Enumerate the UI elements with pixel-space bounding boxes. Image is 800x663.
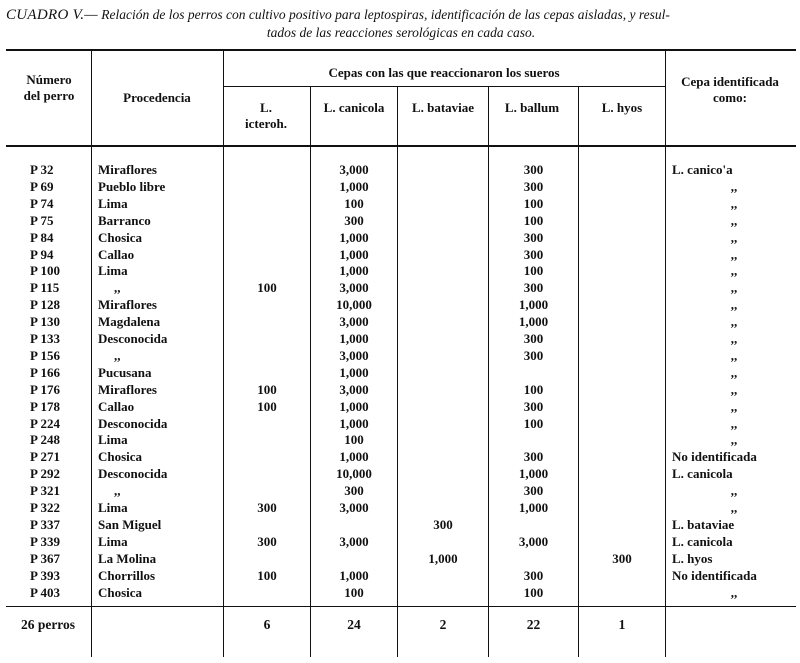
cell-perro: P 130	[30, 314, 60, 330]
cell-canicola: 300	[344, 212, 364, 228]
cell-ballum: 300	[523, 347, 544, 363]
cell-cepa: L. canicola	[672, 533, 733, 549]
cell-canicola: 3,000	[339, 280, 369, 296]
cell-perro: P 133	[30, 331, 60, 346]
cell-cepa: ,,	[730, 314, 738, 330]
cell-procedencia: Chorrillos	[98, 567, 156, 583]
cell-procedencia: Lima	[98, 263, 128, 279]
cell-cepa: ,,	[730, 500, 738, 515]
cell-cepa: ,,	[730, 246, 738, 262]
header-bottom-rule	[6, 145, 796, 147]
cell-ballum: 1,000	[518, 466, 549, 482]
cell-perro: P 115	[30, 280, 60, 296]
cell-cepa: ,,	[730, 483, 738, 499]
cell-ballum: 100	[523, 195, 544, 211]
cell-canicola: 10,000	[336, 466, 372, 482]
caption-line-2: tados de las reacciones serológicas en cada caso.	[266, 25, 536, 40]
cell-canicola: 3,000	[339, 381, 369, 397]
cell-canicola: 100	[344, 195, 364, 211]
cell-perro: P 156	[30, 347, 60, 363]
cell-cepa: No identificada	[672, 567, 757, 583]
cell-perro: P 224	[30, 415, 60, 431]
cell-cepa: L. canico'a	[672, 162, 733, 177]
cell-cepa: ,,	[730, 229, 738, 245]
cell-perro: P 403	[30, 584, 60, 600]
cell-procedencia: Callao	[98, 398, 135, 414]
cell-procedencia: ,,	[114, 347, 121, 363]
cell-ballum: 1,000	[518, 314, 549, 330]
cell-ballum: 300	[523, 280, 544, 296]
caption-lead: CUADRO V.—	[6, 7, 98, 23]
col-divider-1	[91, 51, 92, 657]
total-canicola: 24	[347, 617, 361, 632]
cell-procedencia: Callao	[98, 246, 135, 262]
cell-ballum: 3,000	[518, 533, 549, 549]
cell-canicola: 300	[344, 483, 364, 499]
cell-procedencia: Barranco	[98, 212, 151, 228]
table-caption	[6, 6, 796, 41]
cell-procedencia: Miraflores	[98, 162, 157, 177]
cell-perro: P 69	[30, 178, 54, 194]
cell-canicola: 3,000	[339, 500, 369, 515]
cell-cepa: ,,	[730, 364, 738, 380]
cell-perro: P 292	[30, 466, 60, 482]
cell-cepa: ,,	[730, 263, 738, 279]
cell-cepa: L. bataviae	[672, 516, 735, 532]
header-bataviae: L. bataviae	[411, 100, 475, 115]
cell-perro: P 322	[30, 500, 60, 515]
cell-ballum: 300	[523, 229, 544, 245]
cell-cepa: ,,	[730, 178, 738, 194]
col-divider-7	[665, 51, 666, 657]
cell-canicola: 1,000	[339, 246, 369, 262]
cell-canicola: 1,000	[339, 178, 369, 194]
cell-cepa: ,,	[730, 297, 738, 313]
total-ballum: 22	[526, 617, 541, 632]
total-hyos: 1	[618, 617, 626, 632]
group-header-rule	[223, 86, 665, 87]
cell-perro: P 367	[30, 550, 60, 566]
cell-canicola: 1,000	[339, 229, 369, 245]
cell-perro: P 84	[30, 229, 54, 245]
cell-canicola: 1,000	[339, 398, 369, 414]
cell-canicola: 100	[344, 432, 364, 448]
total-icteroh: 6	[263, 617, 271, 632]
cell-cepa: ,,	[730, 195, 738, 211]
header-icteroh: L. icteroh.	[245, 100, 287, 131]
cell-cepa: ,,	[730, 347, 738, 363]
cell-cepa: L. canicola	[672, 466, 733, 482]
cell-icteroh: 100	[257, 381, 277, 397]
caption-line-1: Relación de los perros con cultivo positivo para leptospiras, identificación de las cepas aisladas, y resul-	[97, 7, 670, 22]
header-ballum: L. ballum	[504, 100, 560, 115]
cell-icteroh: 300	[257, 533, 277, 549]
totals-rule	[6, 606, 796, 607]
cell-cepa: No identificada	[672, 449, 757, 465]
cell-canicola: 1,000	[339, 331, 369, 346]
cell-procedencia: ,,	[114, 483, 121, 499]
header-numero-perro: Número del perro	[23, 72, 75, 103]
cell-procedencia: Desconocida	[98, 331, 168, 346]
cell-perro: P 94	[30, 246, 54, 262]
cell-canicola: 3,000	[339, 533, 369, 549]
cell-ballum: 300	[523, 398, 544, 414]
header-procedencia: Procedencia	[123, 90, 191, 105]
cell-perro: P 176	[30, 381, 60, 397]
cell-ballum: 300	[523, 567, 544, 583]
cell-ballum: 100	[523, 263, 544, 279]
cell-procedencia: Desconocida	[98, 415, 168, 431]
cell-canicola: 3,000	[339, 314, 369, 330]
total-bataviae: 2	[439, 617, 447, 632]
cell-ballum: 1,000	[518, 297, 549, 313]
cell-canicola: 1,000	[339, 449, 369, 465]
cell-canicola: 1,000	[339, 567, 369, 583]
cell-bataviae: 1,000	[428, 550, 458, 566]
cell-ballum: 100	[523, 584, 544, 600]
cell-hyos: 300	[612, 550, 632, 566]
cell-ballum: 100	[523, 212, 544, 228]
cell-procedencia: Lima	[98, 432, 128, 448]
header-cepa-identificada: Cepa identificada como:	[681, 74, 779, 105]
cell-perro: P 100	[30, 263, 60, 279]
cell-procedencia: Miraflores	[98, 381, 157, 397]
cell-perro: P 339	[30, 533, 60, 549]
cell-canicola: 1,000	[339, 415, 369, 431]
cell-procedencia: Lima	[98, 500, 128, 515]
cell-cepa: ,,	[730, 212, 738, 228]
col-divider-4	[397, 86, 398, 657]
cell-canicola: 10,000	[336, 297, 372, 313]
cell-ballum: 300	[523, 449, 544, 465]
cell-cepa: ,,	[730, 415, 738, 431]
cell-perro: P 271	[30, 449, 60, 465]
cell-icteroh: 100	[257, 280, 277, 296]
cell-procedencia: Pucusana	[98, 364, 152, 380]
cell-procedencia: La Molina	[98, 550, 157, 566]
cell-icteroh: 300	[257, 500, 277, 515]
cell-perro: P 248	[30, 432, 60, 448]
cell-procedencia: Chosica	[98, 229, 143, 245]
cell-perro: P 75	[30, 212, 54, 228]
header-hyos: L. hyos	[601, 100, 643, 115]
cell-perro: P 74	[30, 195, 54, 211]
col-divider-6	[578, 86, 579, 657]
header-canicola: L. canicola	[323, 100, 385, 115]
cell-icteroh: 100	[257, 567, 277, 583]
cell-procedencia: Desconocida	[98, 466, 168, 482]
cell-ballum: 100	[523, 381, 544, 397]
cell-canicola: 3,000	[339, 162, 369, 177]
cell-procedencia: Lima	[98, 533, 128, 549]
cell-ballum: 1,000	[518, 500, 549, 515]
cell-canicola: 100	[344, 584, 364, 600]
cell-cepa: ,,	[730, 381, 738, 397]
cell-procedencia: ,,	[114, 280, 121, 296]
cell-ballum: 300	[523, 246, 544, 262]
cell-procedencia: Chosica	[98, 584, 143, 600]
cell-perro: P 128	[30, 297, 60, 313]
cell-cepa: ,,	[730, 331, 738, 346]
cell-procedencia: Chosica	[98, 449, 143, 465]
cell-procedencia: Magdalena	[98, 314, 161, 330]
header-cepas-group: Cepas con las que reaccionaron los sueros	[328, 65, 560, 80]
cell-procedencia: Lima	[98, 195, 128, 211]
cell-perro: P 178	[30, 398, 60, 414]
cell-ballum: 300	[523, 162, 544, 177]
cell-canicola: 3,000	[339, 347, 369, 363]
cell-canicola: 1,000	[339, 263, 369, 279]
cell-ballum: 300	[523, 178, 544, 194]
cell-perro: P 337	[30, 516, 60, 532]
cell-bataviae: 300	[433, 516, 453, 532]
cell-cepa: L. hyos	[672, 550, 713, 566]
cell-procedencia: Pueblo libre	[98, 178, 166, 194]
cell-canicola: 1,000	[339, 364, 369, 380]
cell-ballum: 300	[523, 483, 544, 499]
cell-perro: P 321	[30, 483, 60, 499]
cell-cepa: ,,	[730, 280, 738, 296]
cell-cepa: ,,	[730, 398, 738, 414]
cell-ballum: 300	[523, 331, 544, 346]
cell-perro: P 32	[30, 162, 54, 177]
top-rule	[6, 49, 796, 51]
cell-procedencia: Miraflores	[98, 297, 157, 313]
cell-icteroh: 100	[257, 398, 277, 414]
cell-cepa: ,,	[730, 432, 738, 448]
cell-procedencia: San Miguel	[98, 516, 162, 532]
cell-cepa: ,,	[730, 584, 738, 600]
cell-ballum: 100	[523, 415, 544, 431]
cell-perro: P 393	[30, 567, 60, 583]
total-perros: 26 perros	[20, 617, 76, 632]
cell-perro: P 166	[30, 364, 60, 380]
